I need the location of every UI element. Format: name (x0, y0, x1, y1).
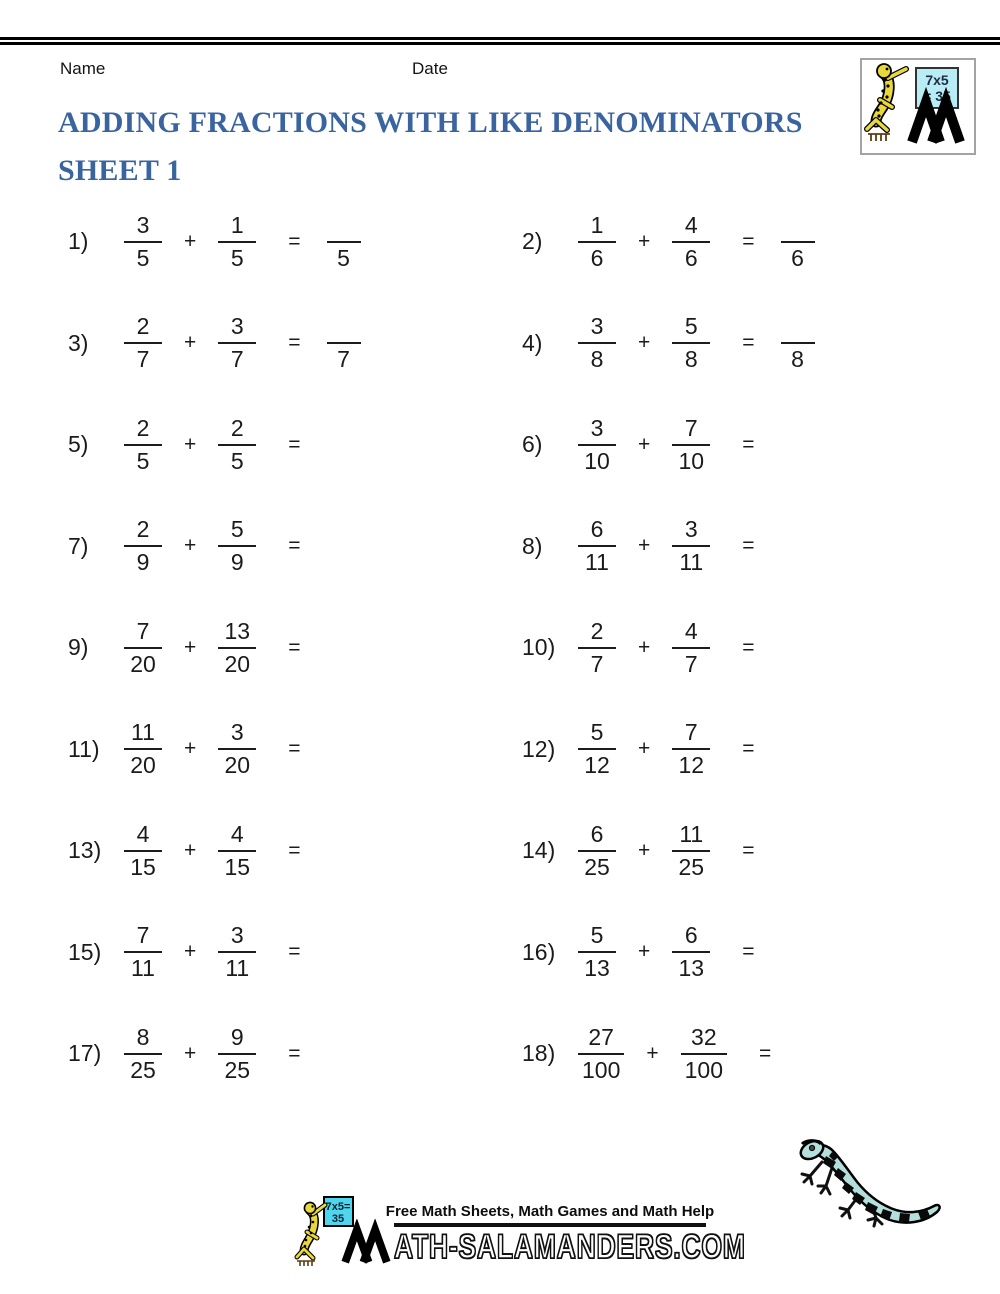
fraction-numerator: 4 (684, 211, 698, 238)
fraction-denominator: 11 (585, 549, 609, 576)
fraction-bar (681, 1053, 727, 1055)
logo-illustration (862, 60, 970, 149)
equals-sign: = (742, 331, 755, 355)
plus-sign: + (638, 534, 651, 558)
fraction (672, 922, 710, 982)
fraction-denominator: 6 (684, 244, 698, 271)
footer-salamander-icon (297, 1202, 325, 1266)
problem-9 (0, 597, 500, 699)
fraction-denominator: 11 (679, 549, 704, 576)
title-line-1: ADDING FRACTIONS WITH LIKE DENOMINATORS (58, 106, 803, 139)
fraction-numerator: 3 (590, 414, 604, 441)
fraction-denominator: 5 (230, 244, 244, 271)
fraction (578, 313, 616, 373)
fraction-numerator: 7 (684, 719, 698, 746)
problem-number: 1) (68, 228, 89, 255)
problem-17 (0, 1003, 500, 1105)
fraction-bar (578, 545, 616, 547)
equals-sign: = (742, 534, 755, 558)
fraction-denominator: 10 (584, 447, 610, 474)
problem-number: 8) (522, 532, 543, 559)
fraction-numerator: 27 (588, 1023, 614, 1050)
fraction (327, 313, 361, 373)
fraction-denominator: 25 (130, 1056, 156, 1083)
fraction (218, 821, 256, 881)
problem-number: 9) (68, 634, 89, 661)
fraction-denominator: 8 (590, 346, 604, 373)
problem-7 (0, 496, 500, 598)
equals-sign: = (288, 838, 301, 862)
problems-grid (0, 191, 1000, 1105)
fraction-bar (218, 545, 256, 547)
plus-sign: + (638, 635, 651, 659)
fraction-numerator: 5 (684, 313, 698, 340)
equals-sign: = (288, 940, 301, 964)
fraction-denominator: 6 (590, 244, 604, 271)
plus-sign: + (184, 838, 197, 862)
equals-sign: = (742, 940, 755, 964)
problem-number: 5) (68, 431, 89, 458)
fraction-denominator: 20 (130, 650, 156, 677)
problem-1 (0, 191, 500, 293)
fraction (218, 618, 256, 678)
fraction-denominator: 25 (224, 1056, 251, 1083)
fraction-denominator: 25 (584, 853, 610, 880)
fraction-bar (672, 850, 710, 852)
fraction-bar (672, 951, 710, 953)
fraction-numerator: 2 (136, 414, 150, 441)
fraction-numerator (340, 313, 348, 340)
fraction-denominator: 5 (337, 244, 350, 271)
fraction-numerator: 1 (230, 211, 244, 238)
fraction-denominator: 100 (684, 1056, 724, 1083)
plus-sign: + (638, 331, 651, 355)
problem-2 (500, 191, 1000, 293)
fraction-bar (672, 241, 710, 243)
fraction-numerator: 11 (131, 719, 155, 746)
fraction-numerator: 2 (136, 516, 150, 543)
fraction-denominator: 5 (136, 447, 150, 474)
fraction (124, 1024, 162, 1084)
plus-sign: + (638, 940, 651, 964)
fraction-bar (672, 647, 710, 649)
fraction-bar (578, 951, 616, 953)
fraction-bar (578, 241, 616, 243)
problem-8 (500, 496, 1000, 598)
fraction-bar (124, 545, 162, 547)
fraction-numerator: 5 (590, 719, 604, 746)
fraction-bar (672, 444, 710, 446)
plus-sign: + (184, 1041, 197, 1065)
fraction-bar (781, 342, 815, 344)
worksheet-title (58, 99, 838, 195)
fraction-numerator: 2 (590, 617, 604, 644)
fraction-bar (578, 647, 616, 649)
fraction-bar (218, 748, 256, 750)
equals-sign: = (742, 737, 755, 761)
fraction-denominator: 11 (225, 955, 250, 982)
plus-sign: + (184, 635, 197, 659)
equals-sign: = (759, 1041, 772, 1065)
fraction-bar (578, 1053, 624, 1055)
fraction (124, 821, 162, 881)
equals-sign: = (288, 432, 301, 456)
fraction-bar (218, 241, 256, 243)
fraction-bar (327, 342, 361, 344)
equals-sign: = (742, 432, 755, 456)
fraction (124, 516, 162, 576)
fraction-denominator: 7 (337, 346, 350, 373)
problem-number: 2) (522, 228, 543, 255)
fraction-denominator: 15 (130, 853, 156, 880)
fraction (578, 1024, 624, 1084)
fraction (578, 719, 616, 779)
plus-sign: + (646, 1041, 659, 1065)
plus-sign: + (184, 534, 197, 558)
fraction-denominator: 20 (224, 650, 251, 677)
fraction-numerator (794, 313, 802, 340)
footer-tagline: Free Math Sheets, Math Games and Math Help (385, 1203, 715, 1220)
fraction (578, 516, 616, 576)
fraction-numerator: 7 (136, 922, 150, 949)
fraction (218, 922, 256, 982)
equals-sign: = (742, 838, 755, 862)
plus-sign: + (638, 737, 651, 761)
math-salamanders-logo (860, 58, 976, 155)
fraction-numerator: 2 (230, 414, 244, 441)
fraction-denominator: 9 (230, 549, 244, 576)
plus-sign: + (184, 229, 197, 253)
name-label: Name (60, 59, 106, 78)
fraction-denominator: 8 (791, 346, 804, 373)
fraction-bar (218, 951, 256, 953)
fraction (124, 618, 162, 678)
problem-3 (0, 293, 500, 395)
equals-sign: = (288, 229, 301, 253)
fraction (218, 415, 256, 475)
fraction-denominator: 20 (130, 752, 156, 779)
fraction-numerator: 6 (590, 820, 604, 847)
fraction-numerator: 13 (224, 617, 251, 644)
top-divider-rule (0, 37, 1000, 45)
fraction-numerator (340, 212, 348, 239)
fraction-numerator: 5 (590, 922, 604, 949)
fraction-bar (218, 1053, 256, 1055)
lizard-image (788, 1136, 948, 1236)
problem-11 (0, 699, 500, 801)
problem-number: 4) (522, 329, 543, 356)
footer-m-logo-icon (340, 1219, 392, 1269)
equals-sign: = (288, 635, 301, 659)
fraction-bar (124, 342, 162, 344)
fraction-numerator: 3 (230, 922, 244, 949)
fraction-bar (327, 241, 361, 243)
footer-divider (394, 1223, 706, 1227)
fraction-bar (124, 850, 162, 852)
problem-4 (500, 293, 1000, 395)
fraction-bar (578, 748, 616, 750)
problem-15 (0, 902, 500, 1004)
title-line-2: SHEET 1 (58, 154, 182, 187)
fraction-bar (578, 850, 616, 852)
fraction-numerator: 7 (684, 414, 698, 441)
fraction (218, 719, 256, 779)
fraction-denominator: 12 (584, 752, 610, 779)
fraction (218, 1024, 256, 1084)
fraction (578, 922, 616, 982)
problem-number: 10) (522, 634, 556, 661)
fraction-numerator: 2 (136, 313, 150, 340)
fraction-denominator: 100 (582, 1056, 621, 1083)
problem-number: 11) (68, 735, 100, 762)
fraction-numerator: 11 (679, 820, 704, 847)
date-label: Date (412, 59, 448, 78)
fraction (327, 212, 361, 272)
fraction-bar (124, 1053, 162, 1055)
problem-number: 15) (68, 938, 102, 965)
fraction-denominator: 15 (224, 853, 251, 880)
fraction (672, 821, 710, 881)
problem-5 (0, 394, 500, 496)
equals-sign: = (288, 331, 301, 355)
fraction (672, 212, 710, 272)
equals-sign: = (288, 534, 301, 558)
fraction (672, 313, 710, 373)
problem-10 (500, 597, 1000, 699)
svg-text:7x5: 7x5 (925, 72, 949, 88)
plus-sign: + (638, 838, 651, 862)
problem-number: 18) (522, 1040, 556, 1067)
fraction (124, 719, 162, 779)
fraction (672, 516, 710, 576)
fraction-bar (124, 444, 162, 446)
fraction-denominator: 9 (136, 549, 150, 576)
fraction-bar (218, 444, 256, 446)
fraction-bar (218, 850, 256, 852)
problem-number: 3) (68, 329, 89, 356)
fraction-numerator: 4 (684, 617, 698, 644)
footer-wordmark: ATH-SALAMANDERS.COM (394, 1228, 746, 1266)
fraction-denominator: 25 (678, 853, 705, 880)
plus-sign: + (184, 331, 197, 355)
fraction (218, 516, 256, 576)
fraction (578, 821, 616, 881)
fraction-numerator: 7 (136, 617, 150, 644)
problem-number: 12) (522, 735, 556, 762)
problem-number: 13) (68, 837, 102, 864)
fraction (781, 313, 815, 373)
plus-sign: + (184, 432, 197, 456)
fraction-numerator: 6 (684, 922, 698, 949)
fraction-bar (672, 342, 710, 344)
fraction (578, 212, 616, 272)
fraction (681, 1024, 727, 1084)
fraction-bar (781, 241, 815, 243)
problem-number: 7) (68, 532, 89, 559)
problem-13 (0, 800, 500, 902)
plus-sign: + (638, 432, 651, 456)
fraction-bar (578, 342, 616, 344)
fraction-numerator: 1 (590, 211, 604, 238)
fraction-denominator: 10 (678, 447, 705, 474)
plus-sign: + (184, 737, 197, 761)
fraction-numerator: 5 (230, 516, 244, 543)
fraction (672, 618, 710, 678)
fraction-bar (218, 647, 256, 649)
plus-sign: + (638, 229, 651, 253)
fraction-bar (578, 444, 616, 446)
fraction-bar (124, 241, 162, 243)
fraction-numerator: 4 (230, 820, 244, 847)
salamander-icon (867, 64, 906, 141)
footer-text-block (385, 1203, 746, 1267)
fraction (672, 415, 710, 475)
fraction-denominator: 20 (224, 752, 251, 779)
problem-14 (500, 800, 1000, 902)
equals-sign: = (742, 635, 755, 659)
fraction-numerator: 4 (136, 820, 150, 847)
fraction-denominator: 13 (584, 955, 610, 982)
fraction-bar (124, 951, 162, 953)
fraction-numerator: 3 (230, 313, 244, 340)
problem-number: 6) (522, 431, 543, 458)
fraction-bar (672, 748, 710, 750)
fraction (672, 719, 710, 779)
fraction-numerator: 3 (230, 719, 244, 746)
fraction-denominator: 6 (791, 244, 804, 271)
equals-sign: = (288, 1041, 301, 1065)
svg-text:= 35: = 35 (923, 88, 951, 104)
svg-text:35: 35 (331, 1213, 345, 1225)
fraction-numerator: 3 (136, 211, 150, 238)
problem-18 (500, 1003, 1000, 1105)
fraction-bar (124, 647, 162, 649)
problem-number: 14) (522, 837, 556, 864)
svg-text:7x5=: 7x5= (325, 1201, 351, 1213)
fraction (781, 212, 815, 272)
fraction-numerator: 3 (684, 516, 698, 543)
problem-6 (500, 394, 1000, 496)
fraction-numerator: 6 (590, 516, 604, 543)
equals-sign: = (742, 229, 755, 253)
fraction (124, 922, 162, 982)
problem-16 (500, 902, 1000, 1004)
problem-number: 16) (522, 938, 556, 965)
plus-sign: + (184, 940, 197, 964)
fraction-denominator: 7 (230, 346, 244, 373)
fraction (124, 313, 162, 373)
fraction-bar (672, 545, 710, 547)
fraction-denominator: 5 (136, 244, 150, 271)
fraction-numerator: 9 (230, 1023, 244, 1050)
fraction-numerator (794, 212, 802, 239)
fraction-numerator: 32 (691, 1023, 717, 1050)
problem-number: 17) (68, 1040, 102, 1067)
fraction (578, 618, 616, 678)
fraction-denominator: 13 (678, 955, 705, 982)
fraction (218, 313, 256, 373)
fraction-bar (124, 748, 162, 750)
fraction-denominator: 11 (131, 955, 155, 982)
fraction (124, 212, 162, 272)
fraction-numerator: 8 (136, 1023, 150, 1050)
fraction-denominator: 7 (590, 650, 604, 677)
fraction-bar (218, 342, 256, 344)
equals-sign: = (288, 737, 301, 761)
fraction-denominator: 5 (230, 447, 244, 474)
problem-12 (500, 699, 1000, 801)
fraction-denominator: 8 (684, 346, 698, 373)
fraction (218, 212, 256, 272)
fraction (578, 415, 616, 475)
fraction-denominator: 7 (136, 346, 150, 373)
fraction (124, 415, 162, 475)
fraction-denominator: 12 (678, 752, 705, 779)
fraction-numerator: 3 (590, 313, 604, 340)
fraction-denominator: 7 (684, 650, 698, 677)
